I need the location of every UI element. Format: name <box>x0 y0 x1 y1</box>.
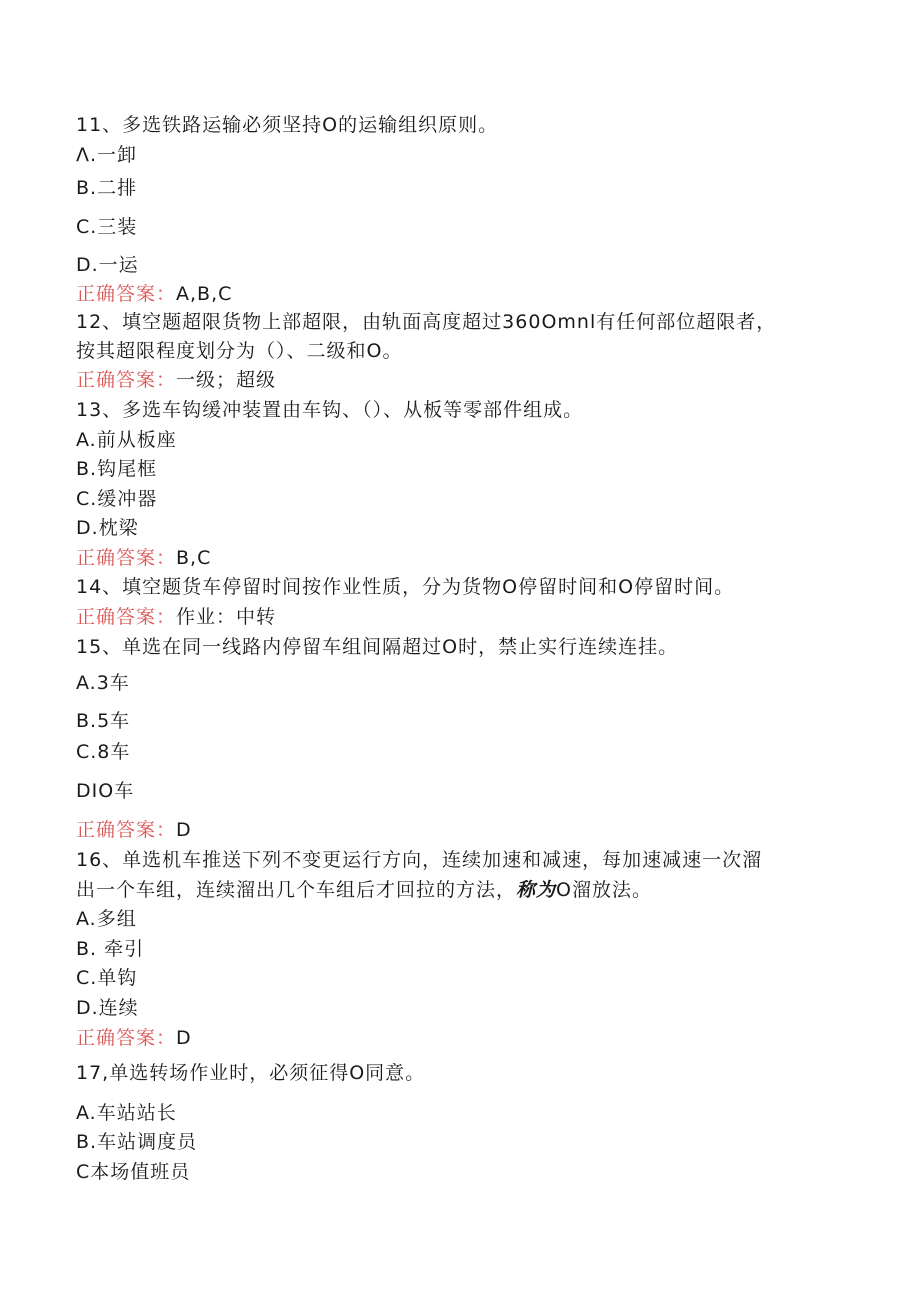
answer-label: 正确答案： <box>76 606 177 628</box>
q16-stem-text-b: O溜放法。 <box>556 879 652 901</box>
answer-label: 正确答案： <box>76 369 177 391</box>
q16-option-c: C.单钩 <box>76 967 138 989</box>
question-13-stem: 13、多选车钩缓冲装置由车钩、（）、从板等零部件组成。 <box>76 399 584 421</box>
q17-option-a: A.车站站长 <box>76 1102 177 1124</box>
q15-option-a: A.3车 <box>76 672 130 694</box>
q11-option-a: Λ.一卸 <box>76 144 138 166</box>
q16-option-a: A.多组 <box>76 908 137 930</box>
answer-value: 一级；超级 <box>176 369 277 391</box>
question-15-stem: 15、单选在同一线路内停留车组间隔超过O时，禁止实行连续连挂。 <box>76 636 679 658</box>
answer-value: D <box>176 819 192 841</box>
answer-label: 正确答案： <box>76 819 177 841</box>
question-17-stem: 17,单选转场作业时，必须征得O同意。 <box>76 1062 426 1084</box>
q11-option-d: D.一运 <box>76 254 139 276</box>
q11-answer <box>76 282 232 306</box>
question-12-stem-line1: 12、填空题超限货物上部超限，由轨面高度超过360Omnl有任何部位超限者， <box>76 311 777 333</box>
answer-label: 正确答案： <box>76 283 177 305</box>
q11-option-b: B.二排 <box>76 177 138 199</box>
q12-answer <box>76 368 276 392</box>
q14-answer <box>76 605 276 629</box>
q11-option-c: C.三装 <box>76 216 138 238</box>
q15-option-c: C.8车 <box>76 741 131 763</box>
answer-value: D <box>176 1027 192 1049</box>
q13-option-a: A.前从板座 <box>76 429 177 451</box>
q16-stem-text-a: 出一个车组，连续溜出几个车组后才回拉的方法， <box>76 879 517 901</box>
q17-option-b: B.车站调度员 <box>76 1131 198 1153</box>
q15-answer <box>76 818 192 842</box>
q13-answer <box>76 546 211 570</box>
q16-stem-emphasis: 称为 <box>516 879 557 901</box>
q13-option-b: B.钩尾框 <box>76 458 158 480</box>
q16-option-b: B. 牵引 <box>76 938 145 960</box>
question-11-stem: 11、多选铁路运输必须坚持O的运输组织原则。 <box>76 114 499 136</box>
answer-value: A,B,C <box>176 283 233 305</box>
answer-value: 作业：中转 <box>176 606 277 628</box>
q13-option-c: C.缓冲器 <box>76 488 158 510</box>
answer-label: 正确答案： <box>76 547 177 569</box>
q17-option-c: C本场值班员 <box>76 1161 191 1183</box>
question-14-stem: 14、填空题货车停留时间按作业性质，分为货物O停留时间和O停留时间。 <box>76 576 735 598</box>
q15-option-b: B.5车 <box>76 710 131 732</box>
q15-option-d: DIO车 <box>76 780 135 802</box>
question-16-stem-line1: 16、单选机车推送下列不变更运行方向，连续加速和减速，每加速减速一次溜 <box>76 849 763 871</box>
answer-label: 正确答案： <box>76 1027 177 1049</box>
q13-option-d: D.枕梁 <box>76 517 139 539</box>
question-12-stem-line2: 按其超限程度划分为（）、二级和O。 <box>76 340 403 362</box>
question-16-stem-line2 <box>76 878 652 902</box>
q16-option-d: D.连续 <box>76 997 139 1019</box>
answer-value: B,C <box>176 547 212 569</box>
q16-answer <box>76 1026 192 1050</box>
